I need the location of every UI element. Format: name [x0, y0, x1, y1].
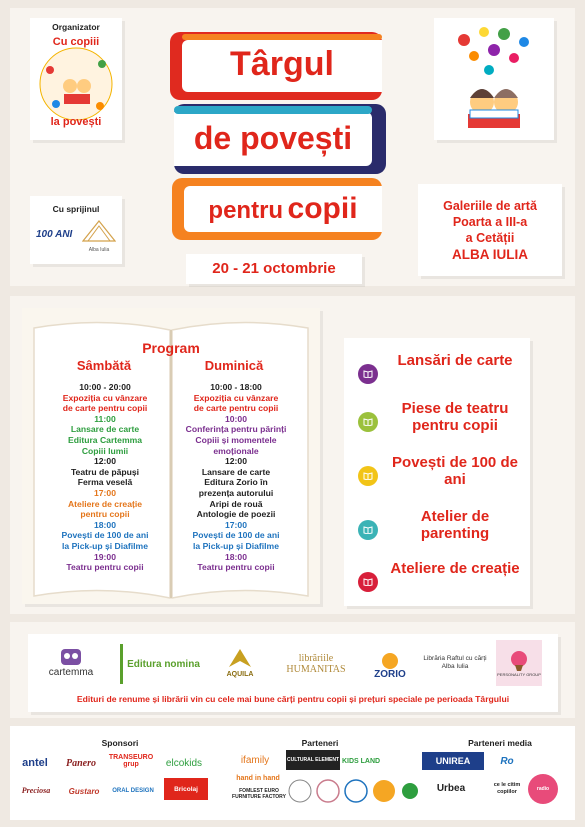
sponsor-logo-oral-design: ORAL DESIGN [112, 788, 154, 794]
owl-icon [59, 647, 83, 667]
sunday-schedule [172, 382, 300, 573]
sunday-line: Conferința pentru părinți [185, 424, 287, 435]
title-band-2-stripe [174, 106, 372, 114]
sunday-line: la Pick-up și Diafilme [193, 540, 279, 551]
event-dates: 20 - 21 octombrie [212, 260, 336, 277]
saturday-line: Ferma veselă [77, 477, 133, 488]
book-icon [358, 466, 378, 486]
activity-item [344, 454, 530, 500]
alba-iulia-icon [82, 220, 116, 242]
partner-logo-hand-in-hand: hand in hand [236, 774, 280, 782]
publisher-logo-personality: PERSONALITY GROUP [496, 640, 542, 686]
support-card [30, 196, 122, 264]
sunday-line: 10:00 [225, 413, 247, 424]
support-logo-100: 100 ANI [36, 229, 73, 240]
media-logo-ce-le-citim: ce le citim copiilor [493, 782, 521, 795]
venue-line-1: Galeriile de artă [443, 199, 537, 213]
sunday-title: Duminică [204, 358, 264, 373]
saturday-line: Teatru pentru copii [66, 562, 144, 573]
title-line-3: pentru copii [208, 192, 358, 225]
activity-label: Piese de teatru pentru copii [401, 400, 509, 434]
saturday-line: 11:00 [94, 413, 116, 424]
publisher-logo-zorio: ZORIO [366, 642, 414, 686]
book-icon [358, 412, 378, 432]
support-label: Cu sprijinul [52, 204, 100, 214]
activity-label: Ateliere de creație [390, 560, 520, 577]
publishers-card [28, 634, 558, 712]
saturday-line: de carte pentru copii [62, 403, 148, 414]
saturday-line: la Pick-up și Diafilme [62, 540, 148, 551]
book-icon [358, 572, 378, 592]
activity-label: Povești de 100 de ani [392, 454, 518, 488]
sunday-line: Expoziția cu vânzare [193, 392, 279, 403]
title-line-2: de povești [193, 120, 353, 156]
partner-logo-cultural-element: CULTURAL ELEMENT [286, 750, 340, 770]
sunday-line: Povești de 100 de ani [192, 530, 280, 541]
partner-badges [288, 776, 418, 806]
activity-item [344, 560, 530, 606]
sunday-line: Antologie de poezii [196, 509, 276, 520]
sponsor-logo-gustaro: Gustaro [68, 786, 100, 796]
sponsor-logo-bricolaj: Bricolaj [164, 778, 208, 800]
organizer-card [30, 18, 122, 140]
sunday-line: Copiii și momentele [195, 434, 277, 445]
sponsor-logo-panero: Panero [66, 757, 96, 769]
media-logo-urbea: Urbea [436, 782, 466, 794]
saturday-line: 17:00 [94, 487, 116, 498]
media-logo-unirea: UNIREA [422, 752, 484, 770]
activity-item [344, 508, 530, 554]
saturday-line: Teatru de păpuși [70, 466, 140, 477]
publishers-tagline: Edituri de renume și librării vin cu cele mai bune cărți pentru copii și prețuri speciale pe perioada Târgului [76, 694, 510, 704]
sunday-line: emoționale [213, 445, 259, 456]
saturday-line: Povești de 100 de ani [61, 530, 149, 541]
saturday-line: Expoziția cu vânzare [62, 392, 148, 403]
sunday-line: 18:00 [225, 551, 247, 562]
saturday-line: 12:00 [94, 456, 116, 467]
saturday-line: pentru copii [80, 509, 130, 520]
support-logo-alba: Alba Iulia [82, 220, 116, 252]
saturday-line: Copiii lumii [81, 445, 129, 456]
title-line-1: Târgul [230, 45, 334, 83]
title-band-1-stripe [182, 34, 382, 40]
dates-card [186, 254, 362, 284]
activity-label: Lansări de carte [397, 352, 513, 369]
activity-item [344, 400, 530, 446]
publisher-logo-aquila: AQUILA [218, 640, 262, 684]
partners-label: Parteneri [301, 738, 339, 748]
saturday-line: 19:00 [94, 551, 116, 562]
program-title: Program [142, 340, 200, 356]
publisher-logo-humanitas: librăriile HUMANITAS [286, 653, 346, 675]
venue-card [418, 184, 562, 276]
media-label: Parteneri media [468, 738, 532, 748]
publisher-logo-cartemma: cartemma [42, 640, 100, 684]
activities-card [344, 338, 530, 606]
saturday-line: Editura Cartemma [67, 434, 143, 445]
sponsor-logo-elcokids: elcokids [165, 757, 203, 769]
venue-line-2: Poarta a III-a [452, 215, 528, 229]
sunday-line: 10:00 - 18:00 [210, 382, 262, 392]
media-logo-radio: radio [528, 774, 558, 804]
organizer-label: Organizator [52, 22, 100, 32]
publisher-logo-nomina: Editura nomina [120, 644, 204, 684]
sunday-line: prezența autorului [198, 487, 274, 498]
partner-logo-fomlest: FOMLEST EURO FURNITURE FACTORY [232, 788, 286, 800]
saturday-line: Ateliere de creație [67, 498, 143, 509]
saturday-line: 18:00 [94, 519, 116, 530]
sunday-line: Aripi de rouă [209, 498, 263, 509]
kids-reading-illustration [434, 18, 554, 140]
sunday-line: Teatru pentru copii [197, 562, 275, 573]
media-logo-ro: Ro [500, 755, 514, 767]
sunday-line: Lansare de carte [201, 466, 271, 477]
activity-label: Atelier de parenting [420, 508, 490, 542]
organizer-logo-top: Cu copiii [52, 36, 100, 48]
book-icon [358, 364, 378, 384]
activity-item [344, 352, 530, 398]
saturday-line: Lansare de carte [70, 424, 140, 435]
saturday-line: 10:00 - 20:00 [79, 382, 131, 392]
illustration-card [434, 18, 554, 140]
sunday-line: de carte pentru copii [193, 403, 279, 414]
sponsors-label: Sponsori [101, 738, 139, 748]
venue-line-3: a Cetății [465, 231, 515, 245]
eagle-icon [227, 647, 253, 671]
sun-icon [376, 649, 404, 669]
sponsor-logo-preciosa: Preciosa [21, 785, 51, 795]
saturday-title: Sâmbătă [76, 358, 132, 373]
balloon-icon [508, 650, 530, 672]
sunday-line: Editura Zorio în [204, 477, 268, 488]
sunday-line: 17:00 [225, 519, 247, 530]
organizer-logo-bottom: la povești [50, 116, 102, 128]
venue-line-4: ALBA IULIA [452, 247, 528, 262]
publisher-logo-raftul: Librăria Raftul cu cărți Alba Iulia [423, 655, 487, 670]
partner-logo-kids-land: KIDS LAND [341, 757, 381, 765]
title-stack [170, 28, 386, 240]
activities-list [344, 338, 530, 606]
sponsor-logo-antel: antel [22, 757, 48, 769]
sponsor-logo-transeuro: TRANSEURO grup [108, 754, 154, 768]
book-icon [358, 520, 378, 540]
sunday-line: 12:00 [225, 456, 247, 467]
partner-logo-ifamily: ifamily [240, 754, 270, 766]
saturday-schedule [40, 382, 170, 573]
